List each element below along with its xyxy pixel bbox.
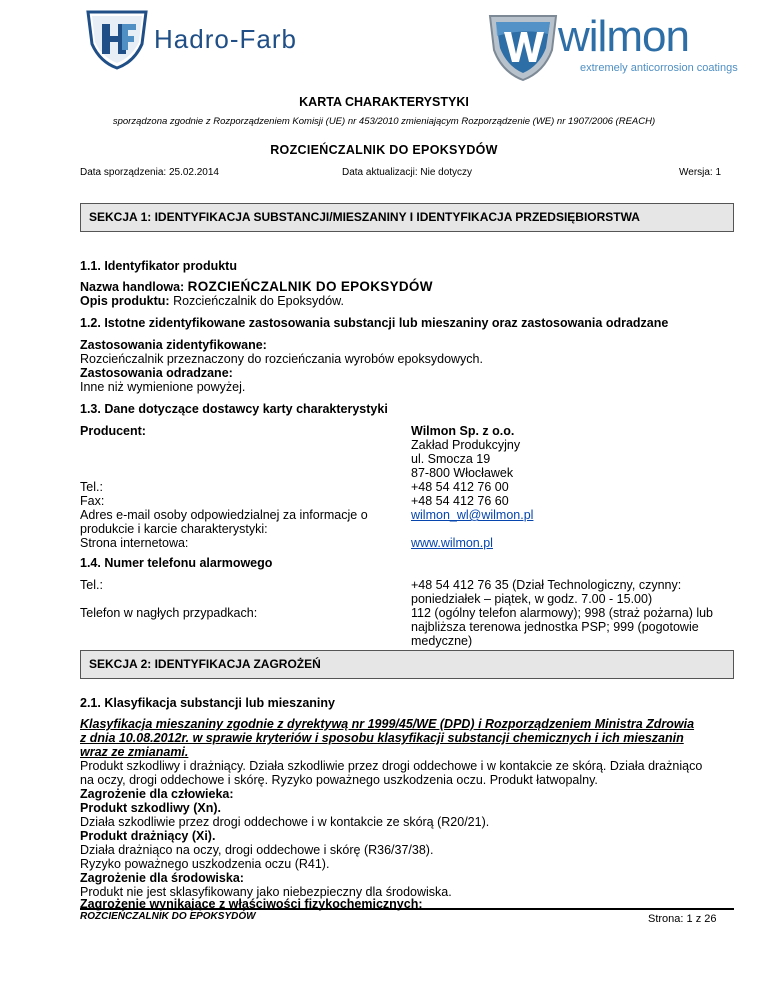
wilmon-name: wilmon — [558, 12, 689, 61]
hadro-shield-icon — [84, 8, 150, 70]
xn-text: Działa szkodliwie przez drogi oddechowe i w kontakcie ze skórą (R20/21). — [80, 815, 490, 829]
version: Wersja: 1 — [679, 167, 722, 178]
s13-title: 1.3. Dane dotyczące dostawcy karty charakterystyki — [80, 402, 388, 416]
company-plant: Zakład Produkcyjny — [411, 438, 521, 452]
s21-title: 2.1. Klasyfikacja substancji lub mieszaniny — [80, 696, 335, 710]
alarm-tel-2: poniedziałek – piątek, w godz. 7.00 - 15.00) — [411, 592, 653, 606]
section-2-heading: SEKCJA 2: IDENTYFIKACJA ZAGROŻEŃ — [80, 650, 734, 679]
wilmon-logo — [484, 10, 738, 85]
environment-hazard-text: Produkt nie jest sklasyfikowany jako niebezpieczny dla środowiska. — [80, 885, 452, 899]
producer-label: Producent: — [80, 424, 146, 438]
section-1-heading: SEKCJA 1: IDENTYFIKACJA SUBSTANCJI/MIESZANINY I IDENTYFIKACJA PRZEDSIĘBIORSTWA — [80, 203, 734, 232]
footer-product: ROZCIEŃCZALNIK DO EPOKSYDÓW — [80, 911, 256, 922]
tel-label: Tel.: — [80, 480, 103, 494]
hazard-paragraph-1: Produkt szkodliwy i drażniący. Działa szkodliwie przez drogi oddechowe i w kontakcie ze skórą. Działa drażniąco — [80, 759, 703, 773]
uses-label: Zastosowania zidentyfikowane: — [80, 338, 267, 352]
trade-name-row — [80, 280, 740, 294]
company-street: ul. Smocza 19 — [411, 452, 491, 466]
xn-label: Produkt szkodliwy (Xn). — [80, 801, 221, 815]
classification-line-2: z dnia 10.08.2012r. w sprawie kryteriów i sposobu klasyfikacji substancji chemicznych i ich mieszanin — [80, 731, 684, 745]
website-link[interactable]: www.wilmon.pl — [411, 536, 493, 550]
alarm-tel-label: Tel.: — [80, 578, 103, 592]
fax-label: Fax: — [80, 494, 105, 508]
product-description-row — [80, 294, 740, 308]
document-title: KARTA CHARAKTERYSTYKI — [299, 95, 469, 109]
emergency-2: najbliższa terenowa jednostka PSP; 999 (pogotowie — [411, 620, 699, 634]
emergency-label: Telefon w nagłych przypadkach: — [80, 606, 258, 620]
discouraged-label: Zastosowania odradzane: — [80, 366, 233, 380]
wilmon-shield-icon — [484, 10, 562, 84]
emergency-3: medyczne) — [411, 634, 473, 648]
product-description-label: Opis produktu: — [80, 294, 170, 308]
s11-title: 1.1. Identyfikator produktu — [80, 259, 237, 273]
s12-title: 1.2. Istotne zidentyfikowane zastosowania substancji lub mieszaniny oraz zastosowania odradzane — [80, 316, 669, 330]
classification-line-1: Klasyfikacja mieszaniny zgodnie z dyrektywą nr 1999/45/WE (DPD) i Rozporządzeniem Ministra Zdrowia — [80, 717, 695, 731]
hadro-farb-name: Hadro-Farb — [154, 24, 297, 54]
xi-label: Produkt drażniący (Xi). — [80, 829, 216, 843]
www-label: Strona internetowa: — [80, 536, 189, 550]
s14-title: 1.4. Numer telefonu alarmowego — [80, 556, 273, 570]
trade-name-label: Nazwa handlowa: — [80, 280, 185, 294]
date-updated: Data aktualizacji: Nie dotyczy — [342, 167, 473, 178]
discouraged-value: Inne niż wymienione powyżej. — [80, 380, 246, 394]
email-link[interactable]: wilmon_wl@wilmon.pl — [411, 508, 534, 522]
company-name: Wilmon Sp. z o.o. — [411, 424, 515, 438]
document-subtitle: sporządzona zgodnie z Rozporządzeniem Komisji (UE) nr 453/2010 zmieniającym Rozporządzenie (WE) nr 1907/2006 (REACH) — [112, 116, 656, 127]
footer-divider — [80, 908, 734, 910]
human-hazard-label: Zagrożenie dla człowieka: — [80, 787, 234, 801]
company-city: 87-800 Włocławek — [411, 466, 514, 480]
email-label-2: produkcie i karcie charakterystyki: — [80, 522, 268, 536]
hazard-paragraph-2: na oczy, drogi oddechowe i skórę. Ryzyko poważnego uszkodzenia oczu. Produkt łatwopalny. — [80, 773, 598, 787]
product-title: ROZCIEŃCZALNIK DO EPOKSYDÓW — [270, 143, 498, 157]
emergency-1: 112 (ogólny telefon alarmowy); 998 (straż pożarna) lub — [411, 606, 714, 620]
product-description-value: Rozcieńczalnik do Epoksydów. — [173, 294, 344, 308]
xi-text-2: Ryzyko poważnego uszkodzenia oczu (R41). — [80, 857, 330, 871]
hadro-farb-logo — [84, 8, 324, 68]
xi-text-1: Działa drażniąco na oczy, drogi oddechowe i skórę (R36/37/38). — [80, 843, 434, 857]
company-tel: +48 54 412 76 00 — [411, 480, 509, 494]
physchem-hazard-label: Zagrożenie wynikające z właściwości fizykochemicznych: — [80, 897, 423, 911]
uses-value: Rozcieńczalnik przeznaczony do rozcieńczania wyrobów epoksydowych. — [80, 352, 483, 366]
email-label-1: Adres e-mail osoby odpowiedzialnej za informacje o — [80, 508, 368, 522]
environment-hazard-label: Zagrożenie dla środowiska: — [80, 871, 244, 885]
classification-line-3: wraz ze zmianami. — [80, 745, 189, 759]
trade-name-value: ROZCIEŃCZALNIK DO EPOKSYDÓW — [187, 279, 433, 294]
date-created: Data sporządzenia: 25.02.2014 — [80, 167, 219, 178]
alarm-tel-1: +48 54 412 76 35 (Dział Technologiczny, czynny: — [411, 578, 682, 592]
company-fax: +48 54 412 76 60 — [411, 494, 509, 508]
wilmon-tagline: extremely anticorrosion coatings — [580, 62, 738, 74]
page-number: Strona: 1 z 26 — [648, 913, 717, 925]
